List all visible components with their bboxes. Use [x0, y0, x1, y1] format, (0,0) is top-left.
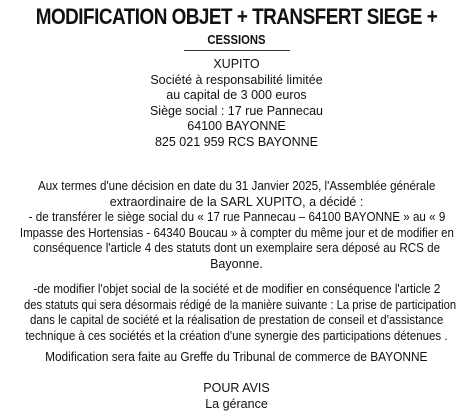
- paragraph-line: des statuts qui sera désormais rédigé de la manière suivante : La prise de participation: [24, 297, 457, 312]
- notice-subtitle: CESSIONS: [207, 33, 266, 47]
- company-rcs: 825 021 959 RCS BAYONNE: [154, 134, 319, 149]
- paragraph-line: -de modifier l'objet social de la société et de modifier en conséquence l'article 2: [32, 282, 441, 296]
- filing-note: Modification sera faite au Greffe du Tribunal de commerce de BAYONNE: [45, 350, 428, 364]
- signature-text: La gérance: [205, 396, 268, 411]
- company-name: XUPITO: [213, 57, 260, 71]
- paragraph-line: Impasse des Hortensias - 64340 Boucau » à compter du même jour et de modifier en: [19, 225, 454, 240]
- paragraph-line: technique à ces sociétés et la création d'une synergie des participations détenues .: [25, 328, 448, 343]
- decision-paragraph: [0, 179, 473, 273]
- paragraph-line: Aux termes d'une décision en date du 31 Janvier 2025, l'Assemblée générale: [37, 179, 436, 193]
- notice-title: MODIFICATION OBJET + TRANSFERT SIEGE +: [35, 4, 438, 29]
- paragraph-line: extraordinaire de la SARL XUPITO, a décidé :: [109, 194, 364, 209]
- paragraph-line: - de transférer le siège social du « 17 rue Pannecau – 64100 BAYONNE » au « 9: [28, 210, 445, 225]
- company-form: Société à responsabilité limitée: [150, 72, 323, 87]
- company-capital: au capital de 3 000 euros: [166, 88, 307, 103]
- paragraph-line: conséquence l'article 4 des statuts dont un exemplaire sera déposé au RCS de: [33, 241, 440, 256]
- paragraph-line: Bayonne.: [210, 256, 263, 271]
- title-divider: [184, 50, 290, 51]
- company-city: 64100 BAYONNE: [187, 119, 286, 134]
- company-registered-office: Siège social : 17 rue Pannecau: [149, 103, 324, 118]
- paragraph-line: dans le capital de société et la réalisation de prestation de conseil et d'assistance: [29, 313, 444, 328]
- company-block: [0, 57, 473, 151]
- closing-text: POUR AVIS: [203, 381, 270, 395]
- closing-block: [0, 381, 473, 412]
- object-paragraph: [0, 282, 473, 344]
